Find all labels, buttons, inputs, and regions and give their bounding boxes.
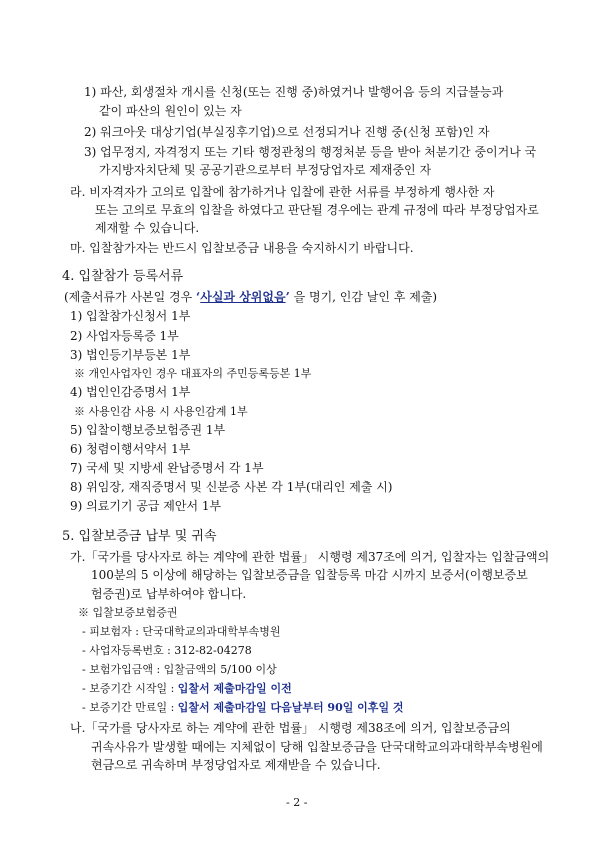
- item-na-line2: 귀속사유가 발생할 때에는 지체없이 당해 입찰보증금을 단국대학교의과대학부속병원에: [91, 740, 543, 754]
- doc-item-corp-registry: 3) 법인등기부등본 1부: [70, 348, 191, 362]
- doc-item-application: 1) 입찰참가신청서 1부: [70, 309, 191, 323]
- doc-note-individual: ※ 개인사업자인 경우 대표자의 주민등록등본 1부: [74, 367, 312, 380]
- doc-item-seal-cert: 4) 법인인감증명서 1부: [70, 385, 191, 399]
- item-ra-line3: 제재할 수 있습니다.: [95, 221, 200, 235]
- item-ga-line3: 험증권)로 납부하여야 합니다.: [91, 587, 247, 601]
- workout-item: 2) 워크아웃 대상기업(부실징후기업)으로 선정되거나 진행 중(신청 포함)인 자: [84, 125, 490, 139]
- bond-heading: ※ 입찰보증보험증권: [78, 606, 178, 619]
- doc-item-integrity: 6) 청렴이행서약서 1부: [70, 442, 191, 456]
- bond-bizno: - 사업자등록번호 : 312-82-04278: [82, 644, 252, 657]
- bond-insured: - 피보험자 : 단국대학교의과대학부속병원: [82, 625, 281, 638]
- item-ma: 마. 입찰참가자는 반드시 입찰보증금 내용을 숙지하시기 바랍니다.: [70, 241, 414, 255]
- suspension-item-cont: 가지방자치단체 및 공공기관으로부터 부정당업자로 제재중인 자: [99, 163, 432, 177]
- bond-end: [82, 700, 404, 716]
- section-4-note: [64, 289, 437, 305]
- page-number: - 2 -: [286, 796, 308, 809]
- bankruptcy-item: 1) 파산, 회생절차 개시를 신청(또는 진행 중)하였거나 발행어음 등의 지급불능과: [84, 85, 504, 99]
- doc-note-seal: ※ 사용인감 사용 시 사용인감계 1부: [74, 405, 248, 418]
- item-ra-line1: 라. 비자격자가 고의로 입찰에 참가하거나 입찰에 관한 서류를 부정하게 행사한 자: [70, 185, 495, 199]
- doc-item-proposal: 9) 의료기기 공급 제안서 1부: [70, 499, 222, 513]
- note-prefix: (제출서류가 사본일 경우: [64, 290, 197, 304]
- note-highlight: 사실과 상위없음: [200, 290, 286, 304]
- item-na-line3: 현금으로 귀속하며 부정당업자로 제재받을 수 있습니다.: [91, 758, 381, 772]
- bond-end-value: 입찰서 제출마감일 다음날부터 90일 이후일 것: [177, 701, 404, 714]
- suspension-item: 3) 업무정지, 자격정지 또는 기타 행정관청의 행정처분 등을 받아 처분기간 중이거나 국: [84, 145, 537, 159]
- bond-start-label: - 보증기간 시작일 :: [82, 682, 178, 695]
- section-4-title: 4. 입찰참가 등록서류: [62, 269, 184, 284]
- note-suffix: 을 명기, 인감 날인 후 제출): [289, 290, 438, 304]
- note-quote-close: ’: [285, 290, 290, 304]
- item-ra-line2: 또는 고의로 무효의 입찰을 하였다고 판단될 경우에는 관계 규정에 따라 부정당업자로: [95, 203, 539, 217]
- doc-item-biz-reg: 2) 사업자등록증 1부: [70, 329, 179, 343]
- bond-end-label: - 보증기간 만료일 :: [82, 701, 178, 714]
- bond-start: [82, 681, 292, 697]
- doc-item-tax: 7) 국세 및 지방세 완납증명서 각 1부: [70, 461, 264, 475]
- bond-amount: - 보험가입금액 : 입찰금액의 5/100 이상: [82, 663, 277, 676]
- note-quote-open: ‘: [196, 290, 201, 304]
- item-ga-line1: 가.「국가를 당사자로 하는 계약에 관한 법률」 시행령 제37조에 의거, 입찰자는 입찰금액의: [70, 550, 550, 564]
- doc-item-bond: 5) 입찰이행보증보험증권 1부: [70, 423, 226, 437]
- doc-item-proxy: 8) 위임장, 재직증명서 및 신분증 사본 각 1부(대리인 제출 시): [70, 480, 393, 494]
- section-5-title: 5. 입찰보증금 납부 및 귀속: [62, 529, 217, 544]
- bond-start-value: 입찰서 제출마감일 이전: [177, 682, 292, 695]
- item-ga-line2: 100분의 5 이상에 해당하는 입찰보증금을 입찰등록 마감 시까지 보증서(이행보증보: [91, 568, 528, 582]
- bankruptcy-item-cont: 같이 파산의 원인이 있는 자: [99, 104, 242, 118]
- item-na-line1: 나.「국가를 당사자로 하는 계약에 관한 법률」 시행령 제38조에 의거, 입찰보증금의: [70, 721, 511, 735]
